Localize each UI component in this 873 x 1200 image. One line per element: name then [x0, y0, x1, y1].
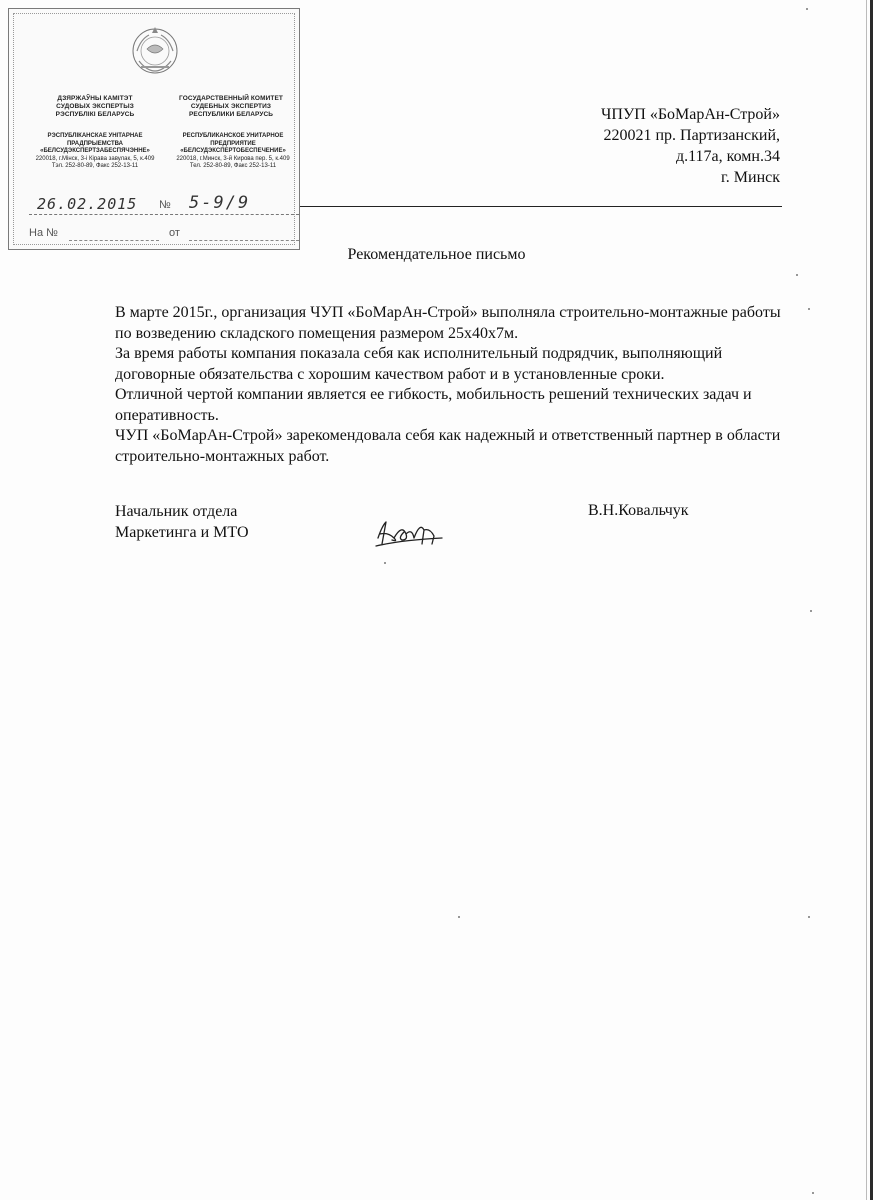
- enterprise-address: 220018, г.Минск, 3-й Кирова пер. 5, к.409: [176, 155, 290, 162]
- registration-date: 26.02.2015: [37, 195, 138, 213]
- scan-speck: [796, 274, 798, 276]
- signatory-position: [115, 502, 249, 543]
- recipient-street: 220021 пр. Партизанский,: [603, 127, 780, 144]
- stamp-header-russian: [161, 95, 301, 119]
- enterprise-line: РЭСПУБЛІКАНСКАЕ УНІТАРНАЕ: [47, 133, 143, 139]
- registration-underline: [29, 214, 299, 215]
- enterprise-phone: Тел. 252-80-89, Факс 252-13-11: [189, 163, 277, 169]
- scan-speck: [458, 916, 460, 918]
- scan-speck: [810, 610, 812, 612]
- recipient-building: д.117а, комн.34: [676, 148, 780, 165]
- scan-edge-line: [866, 0, 867, 1200]
- enterprise-line: «БЕЛСУДЭКСПЕРТОБЕСПЕЧЕНИЕ»: [180, 148, 286, 154]
- reference-row: [29, 225, 299, 243]
- recipient-name: ЧПУП «БоМарАн-Строй»: [600, 106, 780, 123]
- handwritten-signature: [372, 516, 452, 550]
- enterprise-line: «БЕЛСУДЭКСПЕРТЗАБЕСПЯЧЭННЕ»: [40, 148, 150, 154]
- reference-from-label: от: [169, 227, 180, 239]
- stamp-header-line: СУДЕБНЫХ ЭКСПЕРТИЗ: [190, 103, 272, 110]
- body-paragraph: В марте 2015г., организация ЧУП «БоМарАн-Строй» выполняла строительно-монтажные работы по возведению складского помещения размером 25х40х7м.: [115, 304, 781, 342]
- letter-title: Рекомендательное письмо: [347, 246, 526, 263]
- enterprise-line: РЕСПУБЛИКАНСКОЕ УНИТАРНОЕ: [182, 133, 284, 139]
- reference-number-blank: [69, 240, 159, 241]
- letterhead-stamp: [8, 8, 300, 250]
- position-line: Маркетинга и МТО: [115, 523, 249, 541]
- scan-speck: [384, 562, 386, 564]
- scan-speck: [806, 8, 808, 10]
- registration-number: 5-9/9: [189, 193, 251, 213]
- enterprise-address: 220018, г.Мінск, 3-і Кірава завулак, 5, к.409: [35, 155, 155, 162]
- stamp-header-line: СУДОВЫХ ЭКСПЕРТЫЗ: [56, 103, 134, 110]
- signatory-name: В.Н.Ковальчук: [588, 502, 689, 519]
- stamp-header-line: РЕСПУБЛИКИ БЕЛАРУСЬ: [188, 111, 274, 118]
- state-emblem-icon: [127, 21, 183, 77]
- recipient-address: [601, 104, 780, 188]
- enterprise-phone: Тэл. 252-80-89, Факс 252-13-11: [51, 163, 139, 169]
- registration-number-label: №: [159, 199, 171, 211]
- scan-speck: [812, 1192, 814, 1194]
- enterprise-line: ПРЕДПРИЯТИЕ: [210, 140, 256, 147]
- reference-label: На №: [29, 227, 58, 239]
- reference-date-blank: [189, 240, 299, 241]
- stamp-enterprise-russian: [159, 133, 307, 171]
- stamp-enterprise-belarusian: [21, 133, 169, 171]
- enterprise-line: ПРАДПРЫЕМСТВА: [66, 140, 124, 147]
- stamp-header-line: ДЗЯРЖАЎНЫ КАМІТЭТ: [57, 95, 133, 102]
- position-line: Начальник отдела: [115, 503, 238, 520]
- stamp-header-belarusian: [25, 95, 165, 119]
- body-paragraph: За время работы компания показала себя как исполнительный подрядчик, выполняющий договорные обязательства с хорошим качеством работ и в установленные сроки.: [115, 345, 723, 383]
- recipient-city: г. Минск: [721, 169, 780, 186]
- body-paragraph: ЧУП «БоМарАн-Строй» зарекомендовала себя как надежный и ответственный партнер в области строительно-монтажных работ.: [115, 427, 781, 465]
- scan-speck: [808, 308, 810, 310]
- registration-row: [29, 195, 299, 217]
- header-rule: [300, 206, 782, 207]
- body-paragraph: Отличной чертой компании является ее гибкость, мобильность решений технических задач и оперативность.: [115, 386, 752, 424]
- stamp-header-line: РЭСПУБЛІКІ БЕЛАРУСЬ: [55, 111, 135, 118]
- scan-speck: [808, 916, 810, 918]
- stamp-header-line: ГОСУДАРСТВЕННЫЙ КОМИТЕТ: [179, 95, 283, 102]
- letter-body: [115, 303, 785, 467]
